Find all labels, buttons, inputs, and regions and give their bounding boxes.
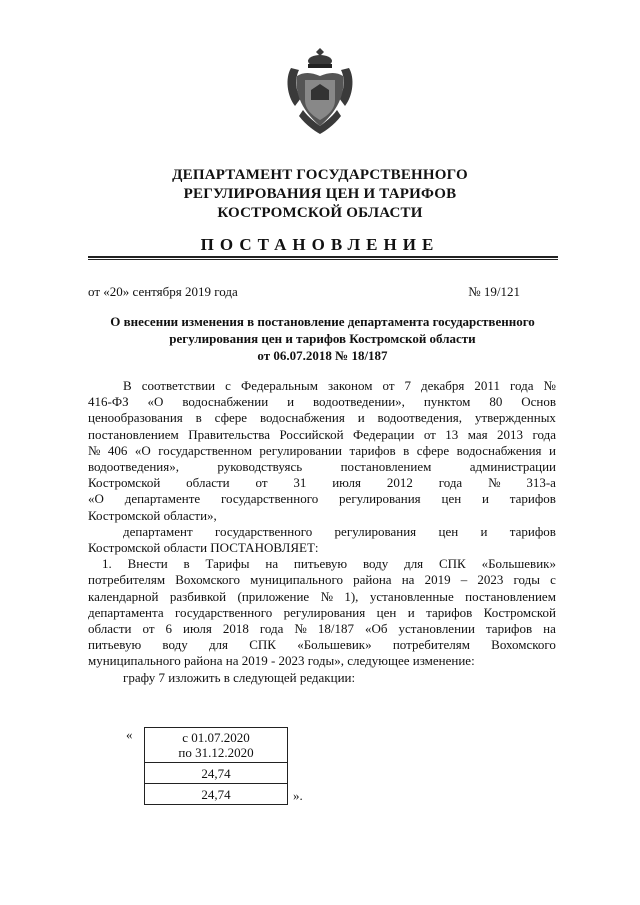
body-word: и (407, 604, 415, 620)
body-word: 2013 (497, 426, 524, 442)
body-word: Федерации (352, 426, 415, 442)
body-word: «Большевик» (481, 556, 556, 572)
body-line (88, 589, 556, 605)
body-word: области (186, 475, 230, 491)
body-word: водоотведения, (377, 410, 463, 426)
body-word: водоотведения», (88, 459, 179, 475)
coat-of-arms-emblem (283, 46, 357, 136)
body-word: для (208, 637, 229, 653)
body-word: «Об (364, 621, 388, 637)
body-word: цен (441, 491, 462, 507)
body-word: государственного (215, 523, 313, 539)
body-word: регулировании (259, 442, 343, 458)
body-word: и (480, 523, 488, 539)
department-line-1: ДЕПАРТАМЕНТ ГОСУДАРСТВЕННОГО (172, 167, 468, 183)
body-word: года (438, 475, 463, 491)
body-word: постановлением (88, 426, 179, 442)
table-row (145, 784, 288, 805)
body-line (88, 410, 556, 426)
body-word: постановлением (340, 459, 432, 475)
body-word: года (532, 426, 556, 442)
body-word: водоснабжения (259, 410, 345, 426)
document-date: от «20» сентября 2019 года (88, 284, 238, 299)
close-quote: ». (293, 788, 303, 803)
body-word: № (294, 621, 307, 637)
body-word: департамент (123, 523, 193, 539)
body-word: воду (162, 637, 188, 653)
body-word: законом (327, 378, 373, 393)
body-word: 1), (344, 588, 359, 604)
body-word: «О (88, 491, 104, 507)
body-word: 406 (107, 442, 128, 458)
body-word: Федеральным (240, 378, 318, 393)
body-word: департамента (88, 604, 164, 620)
body-word: и (357, 410, 365, 426)
body-word: государственном (158, 442, 252, 458)
body-word: графу 7 изложить в следующей редакции: (123, 669, 356, 685)
open-quote: « (126, 727, 133, 742)
body-word: 31 (293, 475, 307, 491)
body-word: 2018 (222, 621, 249, 637)
body-word: (приложение (237, 588, 310, 604)
body-word: декабря (421, 378, 465, 393)
body-word: 2023 (477, 572, 504, 588)
table-row (145, 763, 288, 784)
document-number: № 19/121 (468, 284, 520, 299)
body-word: постановлением (465, 588, 556, 604)
document-body (88, 378, 556, 686)
body-line (88, 653, 556, 669)
body-line (88, 605, 556, 621)
body-word: руководствуясь (217, 459, 303, 475)
body-line (88, 475, 556, 491)
subject-line-3: от 06.07.2018 № 18/187 (257, 348, 388, 363)
body-word: разбивкой (169, 588, 227, 604)
body-word: и (482, 491, 489, 507)
body-word: утвержденных (474, 410, 556, 426)
body-word: установлении (398, 621, 475, 637)
body-word: «О (147, 394, 164, 410)
body-line (88, 394, 556, 410)
body-word: тарифов (349, 442, 396, 458)
body-line (88, 572, 556, 588)
period-end: по 31.12.2020 (178, 745, 254, 760)
body-line (88, 670, 556, 686)
body-word: от (142, 621, 155, 637)
body-word: пунктом (423, 394, 471, 410)
body-word: Костромской (483, 604, 556, 620)
body-word: и (287, 394, 295, 410)
body-word: № (88, 442, 101, 458)
body-word: тарифов (485, 621, 533, 637)
body-line (88, 427, 556, 443)
body-word: от (382, 378, 395, 393)
table-cell: 24,74 (145, 784, 288, 805)
body-word: и (549, 442, 556, 458)
tariff-table (144, 727, 288, 805)
body-line (88, 491, 556, 507)
body-word: Внести (127, 556, 168, 572)
body-word: Вохомского (175, 572, 241, 588)
subject-line-1: О внесении изменения в постановление департамента государственного (110, 314, 535, 329)
body-line (88, 556, 556, 572)
body-word: государственного (221, 491, 319, 507)
body-line (88, 637, 556, 653)
body-word: тарифов (509, 523, 556, 539)
body-word: – (460, 572, 468, 588)
body-line (88, 508, 556, 524)
body-word: Вохомского (491, 637, 556, 653)
body-line (88, 524, 556, 540)
body-word: для (404, 556, 424, 572)
body-word: 13 (445, 426, 459, 442)
body-line (88, 443, 556, 459)
body-word: регулирования (334, 523, 417, 539)
body-word: Костромской (88, 475, 161, 491)
title-rule-thick (88, 256, 558, 258)
body-line (88, 459, 556, 475)
document-title: ПОСТАНОВЛЕНИЕ (200, 235, 440, 254)
body-word: мая (467, 426, 488, 442)
body-word: «Большевик» (297, 637, 372, 653)
body-word: на (265, 556, 279, 572)
body-word: 2019 (424, 572, 451, 588)
body-line (88, 621, 556, 637)
body-word: 416-ФЗ (88, 394, 129, 410)
body-word: водоснабжении (182, 394, 269, 410)
body-word: на (543, 621, 556, 637)
body-word: водоснабжения (456, 442, 542, 458)
body-word: государственного (175, 604, 273, 620)
body-word: цен (438, 523, 459, 539)
body-word: года (259, 621, 284, 637)
table-header-cell (145, 728, 288, 763)
body-word: администрации (469, 459, 556, 475)
body-word: воду (362, 556, 389, 572)
body-word: № (320, 588, 333, 604)
subject-line-2: регулирования цен и тарифов Костромской области (169, 331, 476, 346)
body-word: года (509, 378, 534, 393)
body-word: питьевую (88, 637, 142, 653)
body-word: 7 (404, 378, 412, 393)
period-start: с 01.07.2020 (182, 730, 250, 745)
body-word: Тарифы (205, 556, 250, 572)
body-word: тарифов (509, 491, 556, 507)
body-word: Основ (521, 394, 556, 410)
body-word: ценообразования (88, 410, 183, 426)
table-row (145, 728, 288, 763)
body-word: муниципального (250, 572, 343, 588)
body-word: сфере (416, 442, 450, 458)
body-word: «О (134, 442, 151, 458)
body-word: 313-а (526, 475, 556, 491)
body-word: установленные (369, 588, 454, 604)
title-rule-thin (88, 259, 558, 260)
body-word: с (225, 378, 231, 393)
body-word: района (353, 572, 392, 588)
body-word: от (255, 475, 268, 491)
body-word: с (550, 572, 556, 588)
body-word: июля (183, 621, 212, 637)
body-word: Костромской области», (88, 507, 217, 523)
body-word: регулирования (283, 604, 366, 620)
body-word: муниципального района на 2019 - 2023 годы», следующее изменение: (88, 653, 475, 669)
body-word: Костромской области ПОСТАНОВЛЯЕТ: (88, 540, 319, 556)
body-word: от (423, 426, 436, 442)
body-word: СПК (249, 637, 276, 653)
body-word: соответствии (141, 378, 216, 393)
body-word: потребителям (88, 572, 166, 588)
body-line (88, 378, 556, 394)
body-word: В (123, 378, 132, 393)
body-word: регулирования (339, 491, 421, 507)
body-word: в (195, 410, 202, 426)
body-word: области (88, 621, 132, 637)
body-word: № (543, 378, 556, 393)
table-cell: 24,74 (145, 763, 288, 784)
body-word: на (401, 572, 415, 588)
department-line-3: КОСТРОМСКОЙ ОБЛАСТИ (217, 205, 423, 221)
body-word: в (183, 556, 190, 572)
body-word: 1. (102, 556, 112, 572)
body-word: 18/187 (317, 621, 354, 637)
body-word: питьевую (293, 556, 348, 572)
body-word: 80 (489, 394, 503, 410)
body-word: тарифов (426, 604, 473, 620)
document-subject (80, 313, 565, 364)
body-word: цен (376, 604, 397, 620)
body-word: годы (513, 572, 540, 588)
body-word: потребителям (392, 637, 470, 653)
department-line-2: РЕГУЛИРОВАНИЯ ЦЕН И ТАРИФОВ (183, 186, 457, 202)
body-word: 2012 (386, 475, 413, 491)
body-word: СПК (439, 556, 466, 572)
body-word: Российской (279, 426, 344, 442)
body-word: 2011 (474, 378, 500, 393)
body-word: Правительства (188, 426, 271, 442)
body-word: календарной (88, 588, 159, 604)
body-line (88, 540, 556, 556)
body-word: 6 (165, 621, 173, 637)
body-word: водоотведении», (312, 394, 405, 410)
body-word: департаменте (124, 491, 201, 507)
department-name (0, 166, 640, 223)
body-word: в (403, 442, 410, 458)
body-word: сфере (214, 410, 248, 426)
body-word: № (488, 475, 501, 491)
body-word: июля (332, 475, 361, 491)
